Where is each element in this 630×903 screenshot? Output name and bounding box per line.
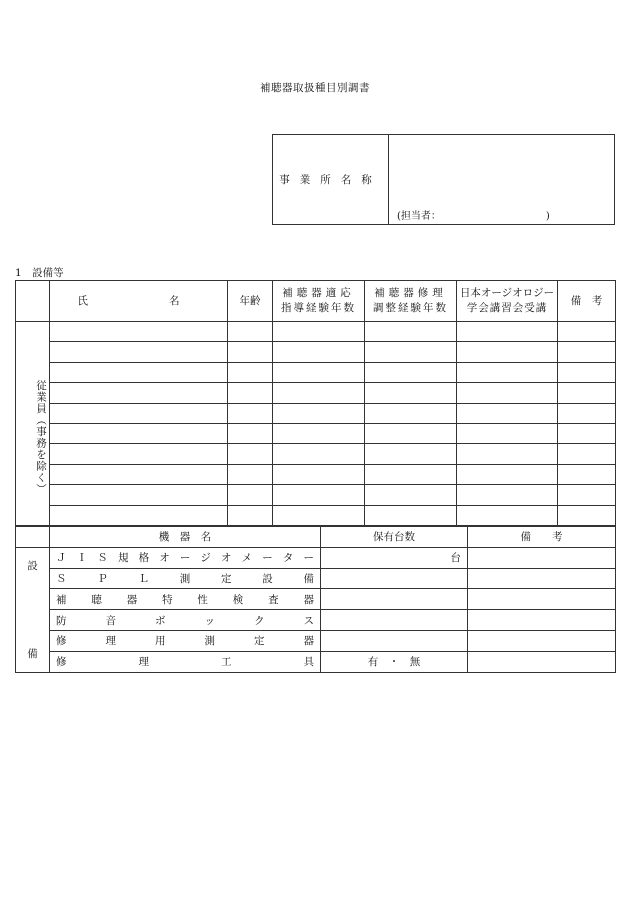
equipment-name: 防音ボックス: [50, 610, 321, 631]
staff-fit-cell[interactable]: [273, 444, 365, 464]
staff-course-cell[interactable]: [457, 485, 558, 505]
staff-name-cell[interactable]: [50, 383, 228, 403]
equipment-count[interactable]: 台: [321, 547, 468, 568]
document-title: 補聴器取扱種目別調書: [260, 82, 370, 94]
staff-fit-cell[interactable]: [273, 464, 365, 484]
equipment-notes[interactable]: [468, 547, 616, 568]
office-name-table: [272, 134, 615, 225]
staff-notes-cell[interactable]: [558, 423, 616, 443]
equipment-row: [16, 610, 616, 631]
equipment-header-name: 機 器 名: [50, 527, 321, 548]
staff-age-cell[interactable]: [228, 322, 273, 342]
staff-notes-cell[interactable]: [558, 485, 616, 505]
staff-repair-cell[interactable]: [365, 423, 457, 443]
equipment-row: [16, 589, 616, 610]
staff-notes-cell[interactable]: [558, 464, 616, 484]
staff-name-cell[interactable]: [50, 464, 228, 484]
staff-repair-cell[interactable]: [365, 403, 457, 423]
equipment-name: 修理工具: [50, 651, 321, 672]
staff-age-cell[interactable]: [228, 383, 273, 403]
staff-header-audiology-course: 日本オージオロジー 学会講習会受講: [457, 281, 558, 322]
tools-availability[interactable]: 有 ・ 無: [321, 651, 468, 672]
equipment-notes[interactable]: [468, 651, 616, 672]
staff-notes-cell[interactable]: [558, 383, 616, 403]
staff-course-cell[interactable]: [457, 444, 558, 464]
staff-fit-cell[interactable]: [273, 403, 365, 423]
staff-age-cell[interactable]: [228, 444, 273, 464]
staff-fit-cell[interactable]: [273, 423, 365, 443]
staff-header-name: 氏 名: [50, 281, 228, 322]
staff-name-cell[interactable]: [50, 505, 228, 525]
equipment-notes[interactable]: [468, 589, 616, 610]
section-title: 1 設備等: [15, 267, 64, 279]
staff-repair-cell[interactable]: [365, 505, 457, 525]
equipment-side-label: 設 備: [16, 547, 50, 672]
staff-notes-cell[interactable]: [558, 322, 616, 342]
staff-course-cell[interactable]: [457, 505, 558, 525]
equipment-notes[interactable]: [468, 610, 616, 631]
staff-header-notes: 備 考: [558, 281, 616, 322]
staff-row: [16, 464, 616, 484]
staff-repair-cell[interactable]: [365, 444, 457, 464]
equipment-header-blank: [16, 527, 50, 548]
staff-course-cell[interactable]: [457, 322, 558, 342]
equipment-row: [16, 568, 616, 589]
staff-name-cell[interactable]: [50, 444, 228, 464]
staff-age-cell[interactable]: [228, 342, 273, 362]
staff-fit-cell[interactable]: [273, 505, 365, 525]
staff-name-cell[interactable]: [50, 322, 228, 342]
staff-name-cell[interactable]: [50, 342, 228, 362]
staff-course-cell[interactable]: [457, 423, 558, 443]
equipment-count[interactable]: [321, 610, 468, 631]
staff-fit-cell[interactable]: [273, 322, 365, 342]
equipment-count[interactable]: [321, 630, 468, 651]
equipment-row: [16, 547, 616, 568]
staff-age-cell[interactable]: [228, 403, 273, 423]
staff-header-age: 年齢: [228, 281, 273, 322]
staff-course-cell[interactable]: [457, 403, 558, 423]
staff-fit-cell[interactable]: [273, 342, 365, 362]
equipment-count[interactable]: [321, 568, 468, 589]
equipment-table: [15, 526, 616, 673]
contact-person-label: (担当者： ): [397, 211, 550, 222]
equipment-header-notes: 備 考: [468, 527, 616, 548]
staff-repair-cell[interactable]: [365, 464, 457, 484]
equipment-name: 補聴器特性検査器: [50, 589, 321, 610]
equipment-notes[interactable]: [468, 568, 616, 589]
staff-notes-cell[interactable]: [558, 444, 616, 464]
staff-notes-cell[interactable]: [558, 342, 616, 362]
staff-name-cell[interactable]: [50, 423, 228, 443]
staff-row: [16, 403, 616, 423]
staff-notes-cell[interactable]: [558, 505, 616, 525]
staff-table: [15, 280, 616, 526]
staff-row: [16, 423, 616, 443]
staff-row: [16, 322, 616, 342]
staff-age-cell[interactable]: [228, 423, 273, 443]
staff-name-cell[interactable]: [50, 403, 228, 423]
staff-header-blank: [16, 281, 50, 322]
staff-name-cell[interactable]: [50, 362, 228, 382]
staff-row: [16, 505, 616, 525]
staff-age-cell[interactable]: [228, 362, 273, 382]
staff-notes-cell[interactable]: [558, 362, 616, 382]
staff-row: [16, 383, 616, 403]
staff-header-repair-experience: 補聴器修理 調整経験年数: [365, 281, 457, 322]
staff-age-cell[interactable]: [228, 505, 273, 525]
staff-row: [16, 485, 616, 505]
office-name-label: 事業所名称: [273, 135, 389, 225]
staff-row: [16, 362, 616, 382]
staff-name-cell[interactable]: [50, 485, 228, 505]
staff-age-cell[interactable]: [228, 464, 273, 484]
staff-fit-cell[interactable]: [273, 383, 365, 403]
equipment-name: ＳＰＬ測定設備: [50, 568, 321, 589]
staff-repair-cell[interactable]: [365, 362, 457, 382]
staff-course-cell[interactable]: [457, 362, 558, 382]
equipment-row: [16, 630, 616, 651]
staff-age-cell[interactable]: [228, 485, 273, 505]
staff-side-label: 従業員（事務を除く）: [16, 322, 50, 526]
equipment-header-count: 保有台数: [321, 527, 468, 548]
staff-repair-cell[interactable]: [365, 485, 457, 505]
equipment-name: 修理用測定器: [50, 630, 321, 651]
staff-repair-cell[interactable]: [365, 342, 457, 362]
staff-fit-cell[interactable]: [273, 485, 365, 505]
staff-course-cell[interactable]: [457, 464, 558, 484]
staff-row: [16, 444, 616, 464]
staff-course-cell[interactable]: [457, 383, 558, 403]
staff-course-cell[interactable]: [457, 342, 558, 362]
office-name-field[interactable]: [389, 135, 615, 225]
staff-notes-cell[interactable]: [558, 403, 616, 423]
staff-fit-cell[interactable]: [273, 362, 365, 382]
staff-header-fitting-experience: 補聴器適応 指導経験年数: [273, 281, 365, 322]
equipment-name: ＪＩＳ規格オージオメーター: [50, 547, 321, 568]
equipment-row: [16, 651, 616, 672]
staff-repair-cell[interactable]: [365, 383, 457, 403]
staff-repair-cell[interactable]: [365, 322, 457, 342]
staff-row: [16, 342, 616, 362]
equipment-count[interactable]: [321, 589, 468, 610]
equipment-notes[interactable]: [468, 630, 616, 651]
